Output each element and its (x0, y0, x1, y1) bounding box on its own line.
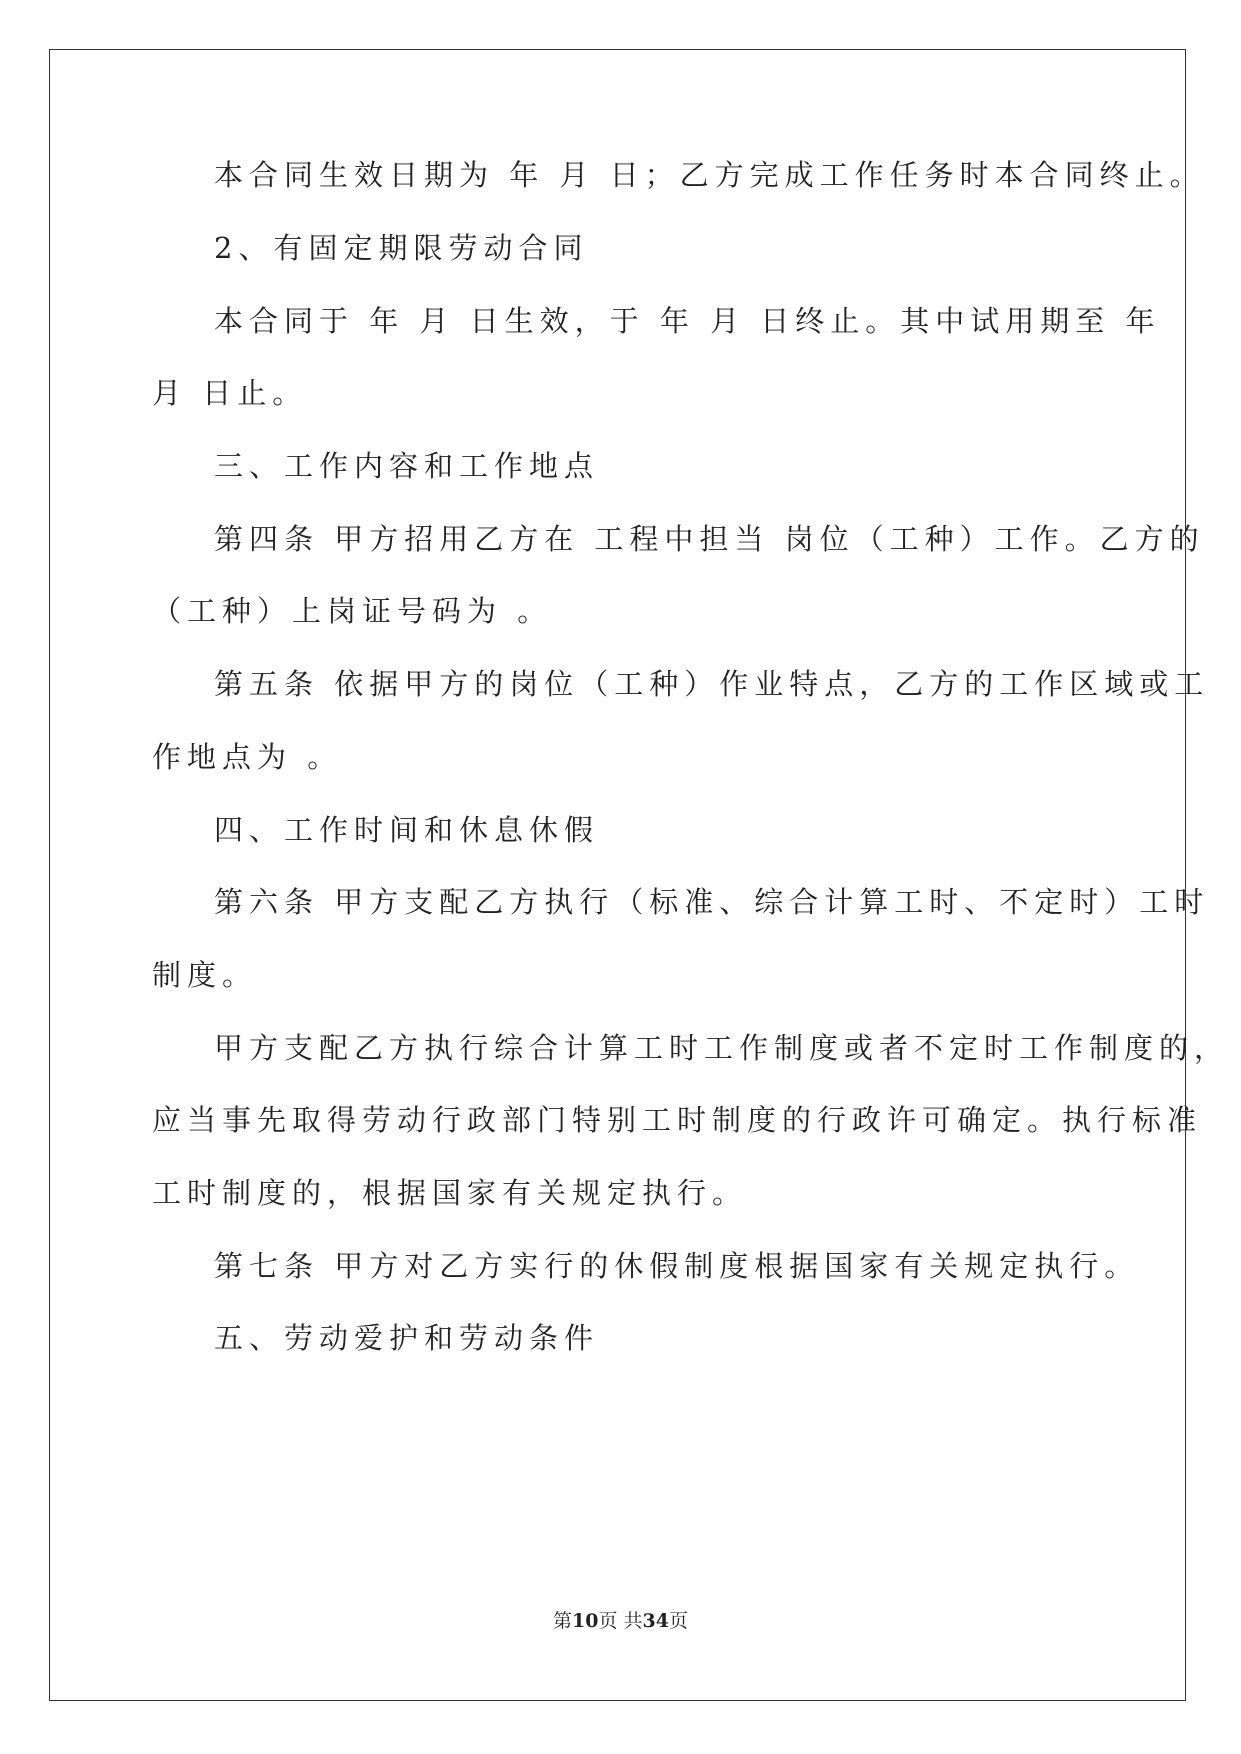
page-number-footer (0, 1606, 1241, 1633)
page-prefix: 第 (553, 1610, 573, 1632)
page-mid: 页 共 (598, 1610, 643, 1632)
section-heading: 2、有固定期限劳动合同 (214, 231, 589, 265)
paragraph-line: 应当事先取得劳动行政部门特别工时制度的行政许可确定。执行标准 (152, 1103, 1203, 1137)
current-page-number: 10 (572, 1610, 599, 1632)
paragraph-line: 第五条 依据甲方的岗位（工种）作业特点，乙方的工作区域或工 (214, 667, 1210, 701)
section-heading: 五、劳动爱护和劳动条件 (214, 1321, 600, 1355)
paragraph-line: 月 日止。 (152, 376, 308, 410)
paragraph-line: （工种）上岗证号码为 。 (152, 594, 553, 628)
page-border (49, 49, 1186, 1701)
paragraph-line: 制度。 (152, 958, 258, 992)
section-heading: 三、工作内容和工作地点 (214, 449, 600, 483)
paragraph-line: 甲方支配乙方执行综合计算工时工作制度或者不定时工作制度的， (214, 1031, 1230, 1065)
total-page-number: 34 (642, 1610, 669, 1632)
paragraph-line: 第四条 甲方招用乙方在 工程中担当 岗位（工种）工作。乙方的 (214, 522, 1205, 556)
page-suffix: 页 (668, 1610, 688, 1632)
paragraph-line: 作地点为 。 (152, 740, 343, 774)
paragraph-line: 第七条 甲方对乙方实行的休假制度根据国家有关规定执行。 (214, 1249, 1140, 1283)
paragraph-line: 工时制度的，根据国家有关规定执行。 (152, 1176, 748, 1210)
paragraph-line: 第六条 甲方支配乙方执行（标准、综合计算工时、不定时）工时 (214, 885, 1210, 919)
paragraph-line: 本合同生效日期为 年 月 日；乙方完成工作任务时本合同终止。 (214, 158, 1205, 192)
paragraph-line: 本合同于 年 月 日生效，于 年 月 日终止。其中试用期至 年 (214, 304, 1161, 338)
section-heading: 四、工作时间和休息休假 (214, 813, 600, 847)
